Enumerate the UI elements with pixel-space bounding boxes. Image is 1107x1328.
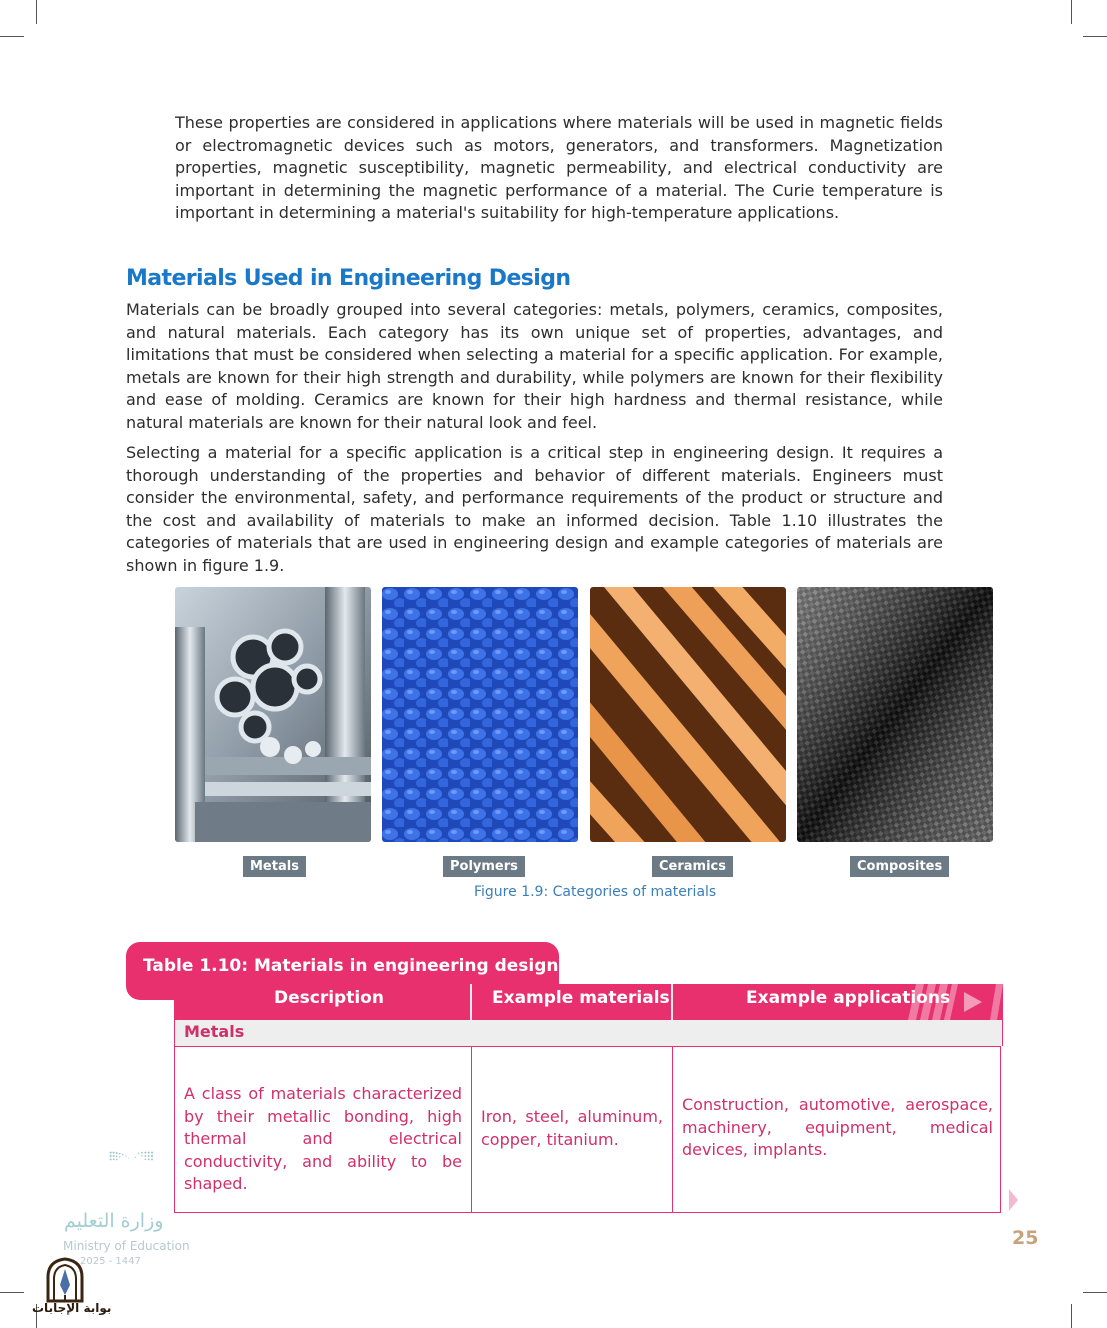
figure-caption: Figure 1.9: Categories of materials: [474, 884, 717, 900]
column-divider: [672, 1046, 673, 1213]
page-arrow-icon: [1009, 1189, 1018, 1211]
figure-label-ceramics: Ceramics: [652, 856, 733, 877]
crop-mark: [0, 36, 24, 37]
site-logo-icon: [40, 1255, 90, 1305]
ministry-english-name: Ministry of Education: [63, 1239, 190, 1253]
crop-mark: [36, 0, 37, 24]
header-example-materials: Example materials: [492, 988, 670, 1008]
crop-mark: [1071, 1304, 1072, 1328]
site-logo-text: بوابة الإجابات: [32, 1301, 112, 1315]
body-paragraph: Materials can be broadly grouped into several categories: metals, polymers, ceramics, composites, and natural materials. Each category has its own unique set of properties, advantages, and limitations that must be considered when selecting a material for a specific application. For example, metals are known for their high strength and durability, while polymers are known for their flexibility and ease of molding. Ceramics are known for their high hardness and thermal resistance, while natural materials are known for their natural look and feel.: [126, 300, 943, 432]
ministry-year: 2025 - 1447: [80, 1256, 141, 1267]
cell-applications: Construction, automotive, aerospace, machinery, equipment, medical devices, implants.: [682, 1095, 993, 1160]
figure-label-composites: Composites: [850, 856, 949, 877]
metal-pipes-photo: [175, 587, 371, 842]
crop-mark: [0, 1292, 24, 1293]
polymer-pellets-photo: [382, 587, 578, 842]
figure-label-polymers: Polymers: [443, 856, 525, 877]
crop-mark: [1083, 1292, 1107, 1293]
cell-description: A class of materials characterized by their metallic bonding, high thermal and electrical conductivity, and ability to be shaped.: [184, 1084, 462, 1194]
header-example-applications: Example applications: [746, 988, 951, 1008]
figure-label-metals: Metals: [243, 856, 306, 877]
header-divider: [470, 984, 472, 1020]
intro-paragraph: These properties are considered in applications where materials will be used in magnetic fields or electromagnetic devices such as motors, generators, and transformers. Magnetization properties, magnetic susceptibility, magnetic permeability, and electrical conductivity are important in determining the magnetic performance of a material. The Curie temperature is important in determining a material's suitability for high-temperature applications.: [175, 113, 943, 223]
table-title: Table 1.10: Materials in engineering design: [143, 956, 559, 976]
body-paragraph: Selecting a material for a specific application is a critical step in engineering design. It requires a thorough understanding of the properties and behavior of different materials. Engineers must consider the environmental, safety, and performance requirements of the product or structure and the cost and availability of materials to make an informed decision. Table 1.10 illustrates the categories of materials that are used in engineering design and example categories of materials are shown in figure 1.9.: [126, 443, 943, 575]
cell-materials: Iron, steel, aluminum, copper, titanium.: [481, 1107, 663, 1149]
crop-mark: [1083, 36, 1107, 37]
ministry-dots-logo: [62, 1150, 202, 1190]
carbon-fiber-photo: [797, 587, 993, 842]
header-description: Description: [274, 988, 384, 1008]
column-divider: [471, 1046, 472, 1213]
header-divider: [671, 984, 673, 1020]
table-category-label: Metals: [184, 1022, 245, 1041]
crop-mark: [1071, 0, 1072, 24]
page-number: 25: [1012, 1227, 1039, 1249]
table-category-row: [174, 1020, 1003, 1046]
section-heading: Materials Used in Engineering Design: [126, 266, 571, 291]
ministry-arabic-name: وزارة التعليم: [64, 1210, 164, 1232]
ceramic-tiles-photo: [590, 587, 786, 842]
